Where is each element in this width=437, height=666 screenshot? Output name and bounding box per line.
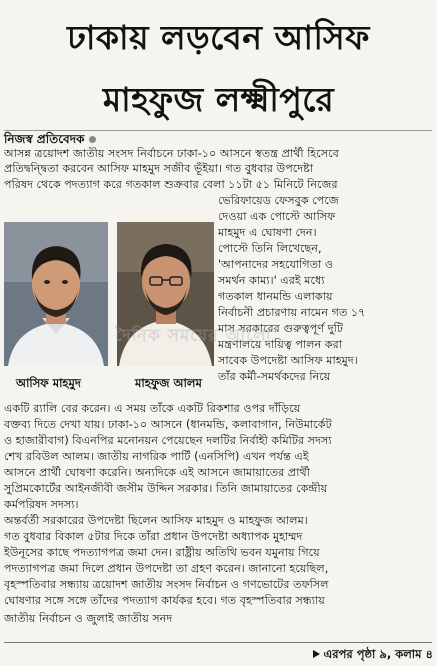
wrap-line: সমর্থন কাম্য।' এরই মধ্যে — [218, 274, 325, 287]
body-line: পদত্যাগপত্র জমা দিলে প্রধান উপদেষ্টা তা গ্রহণ করেন। জানানো হয়েছিল, — [4, 562, 329, 575]
body-line: আসনে প্রার্থী ঘোষণা করেনি। অন্যদিকে এই আসনে জামায়াতের প্রার্থী — [4, 466, 310, 479]
wrap-line: দেওয়া এক পোস্টে আসিফ — [218, 210, 336, 223]
continuation-note — [313, 646, 433, 665]
body-line: একটি র‍্যালি বের করেন। এ সময় তাঁকে একটি রিকশার ওপর দাঁড়িয়ে — [4, 402, 301, 415]
body-line: প্রতিদ্বন্দ্বিতা করবেন আসিফ মাহমুদ সজীব ভূঁইয়া। গত বুধবার উপদেষ্টা — [4, 162, 314, 175]
wrap-line: মাহমুদ এ ঘোষণা দেন। — [218, 226, 317, 239]
wrap-line: 'আপনাদের সহযোগিতা ও — [218, 258, 334, 271]
headline-line-2: মাহফুজ লক্ষ্মীপুরে — [102, 80, 335, 119]
body-line: ও হাজারীবাগ) বিএনপির মনোনয়ন পেয়েছেন দলটির নির্বাহী কমিটির সদস্য — [4, 434, 332, 447]
body-line: বৃহস্পতিবার সন্ধ্যায় ত্রয়োদশ জাতীয় সংসদ নির্বাচন ও গণভোটের তফসিল — [4, 578, 329, 591]
headline-line-1: ঢাকায় লড়বেন আসিফ — [67, 18, 370, 57]
wrap-line: সাবেক উপদেষ্টা আসিফ মাহমুদ। — [218, 354, 358, 367]
byline-dot-icon — [89, 136, 96, 143]
portrait-asif-mahmud — [4, 222, 108, 366]
wrap-line: মন্ত্রণালয়ে দায়িত্ব পালন করা — [218, 338, 343, 351]
watermark: দৈনিক সময়ের আলো — [115, 326, 272, 346]
body-line: বক্তব্য দিতে দেখা যায়। ঢাকা-১০ আসনে (ধানমন্ডি, কলাবাগান, নিউমার্কেট — [4, 418, 332, 431]
body-line: কর্মপরিষদ সদস্য। — [4, 498, 79, 511]
continuation-text: এরপর পৃষ্ঠা ৯, কলাম ৪ — [323, 647, 433, 661]
photo-caption-asif: আসিফ মাহমুদ — [16, 376, 81, 390]
wrap-line: গতকাল ধানমন্ডি এলাকায় — [218, 290, 333, 303]
body-line: ঘোষণার সঙ্গে সঙ্গে তাঁদের পদত্যাগ কার্যকর হবে। গত বৃহস্পতিবার সন্ধ্যায় — [4, 594, 325, 607]
body-line: পরিষদ থেকে পদত্যাগ করে গতকাল শুক্রবার বেলা ১১টা ৫১ মিনিটে নিজের — [4, 178, 338, 191]
body-line: শেখ রবিউল আলম। জাতীয় নাগরিক পার্টি (এনসিপি) এখন পর্যন্ত এই — [4, 450, 309, 463]
wrap-line: মাস সরকারের গুরুত্বপূর্ণ দুটি — [218, 322, 343, 335]
wrap-line: নির্বাচনী প্রচারণায় নামেন গত ১৭ — [218, 306, 366, 319]
wrap-line: পোস্টে তিনি লিখেছেন, — [218, 242, 322, 255]
body-line: ইউনূসের কাছে পদত্যাগপত্র জমা দেন। রাষ্ট্রীয় অতিথি ভবন যমুনায় গিয়ে — [4, 546, 320, 559]
photo-caption-mahfuz: মাহফুজ আলম — [135, 376, 202, 390]
byline-text: নিজস্ব প্রতিবেদক — [4, 132, 85, 146]
body-line: অন্তর্বর্তী সরকারের উপদেষ্টা ছিলেন আসিফ মাহমুদ ও মাহফুজ আলম। — [4, 514, 308, 527]
footer-divider — [4, 642, 432, 643]
wrap-line: ভেরিফায়েড ফেসবুক পেজে — [218, 194, 339, 207]
body-line: গত বুধবার বিকাল ৫টার দিকে তাঁরা প্রধান উপদেষ্টা অধ্যাপক মুহাম্মদ — [4, 530, 303, 543]
arrow-right-icon — [313, 650, 320, 658]
body-line: সুপ্রিমকোর্টের আইনজীবী জসীম উদ্দিন সরকার। তিনি জামায়াতের কেন্দ্রীয় — [4, 482, 328, 495]
wrap-line: তাঁর কর্মী-সমর্থকদের নিয়ে — [218, 370, 331, 383]
body-line: আসন্ন ত্রয়োদশ জাতীয় সংসদ নির্বাচনে ঢাকা-১০ আসনে স্বতন্ত্র প্রার্থী হিসেবে — [4, 147, 339, 160]
body-line: জাতীয় নির্বাচন ও জুলাই জাতীয় সনদ — [4, 612, 173, 625]
